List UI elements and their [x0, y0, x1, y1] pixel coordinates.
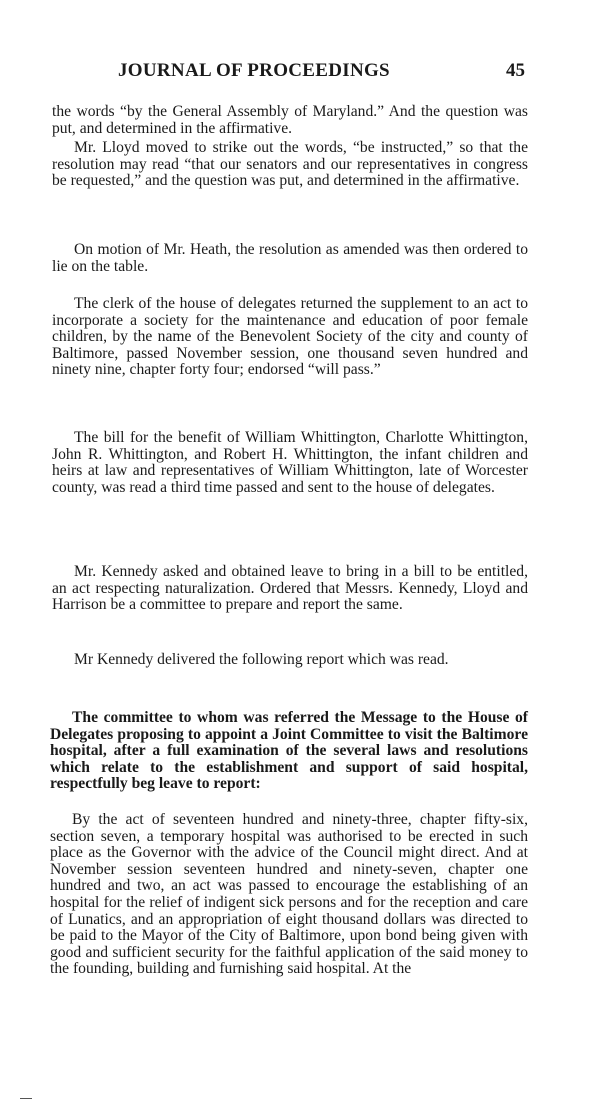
paragraph-text: The clerk of the house of delegates returned the supplement to an act to incorporate a society for the maintenance and education of poor female children, by the name of the Benevolent Society of the city and county of Baltimore, passed November session, one thousand seven hundred and ninety nine, chapter forty four; endorsed “will pass.” [52, 295, 528, 379]
paragraph-text: the words “by the General Assembly of Maryland.” And the question was put, and determined in the affirmative. [52, 103, 528, 137]
page-number: 45 [506, 60, 525, 81]
paragraph-text: On motion of Mr. Heath, the resolution as amended was then ordered to lie on the table. [52, 241, 528, 275]
report-intro [50, 710, 528, 793]
paragraph-whittington-bill [52, 430, 528, 496]
margin-mark [20, 1098, 32, 1099]
paragraph-text: Mr. Kennedy asked and obtained leave to bring in a bill to be entitled, an act respecting naturalization. Ordered that Messrs. Kennedy, Lloyd and Harrison be a committee to prepare and report the same. [52, 563, 528, 614]
paragraph-text: Mr. Lloyd moved to strike out the words, “be instructed,” so that the resolution may read “that our senators and our representatives in congress be requested,” and the question was put, and determined in the affirmative. [52, 139, 528, 190]
paragraph-text: Mr Kennedy delivered the following report which was read. [74, 651, 449, 668]
paragraph-assembly-words [52, 104, 528, 137]
paragraph-heath-motion [52, 242, 528, 275]
paragraph-lloyd-motion [52, 140, 528, 190]
paragraph-benevolent-society [52, 296, 528, 379]
paragraph-naturalization-bill [52, 564, 528, 614]
report-text: By the act of seventeen hundred and ninety-three, chapter fifty-six, section seven, a temporary hospital was authorised to be erected in such place as the Governor with the advice of the Council might direct. And at November session seventeen hundred and ninety-seven, chapter one hundred and two, an act was passed to encourage the establishing of an hospital for the relief of indigent sick persons and for the reception and care of Lunatics, and an appropriation of eight thousand dollars was directed to be paid to the Mayor of the City of Baltimore, upon bond being given with good and sufficient security for the faithful application of the said money to the founding, building and furnishing said hospital. At the [50, 811, 528, 978]
page-title: JOURNAL OF PROCEEDINGS [118, 60, 390, 81]
report-body [50, 812, 528, 978]
paragraph-report-delivered [52, 652, 528, 669]
paragraph-text: The bill for the benefit of William Whittington, Charlotte Whittington, John R. Whittington, and Robert H. Whittington, the infant children and heirs at law and representatives of William Whittington, late of Worcester county, was read a third time passed and sent to the house of delegates. [52, 429, 528, 496]
report-text: The committee to whom was referred the Message to the House of Delegates proposing to appoint a Joint Committee to visit the Baltimore hospital, after a full examination of the several laws and resolutions which relate to the establishment and support of said hospital, respectfully beg leave to report: [50, 709, 528, 793]
